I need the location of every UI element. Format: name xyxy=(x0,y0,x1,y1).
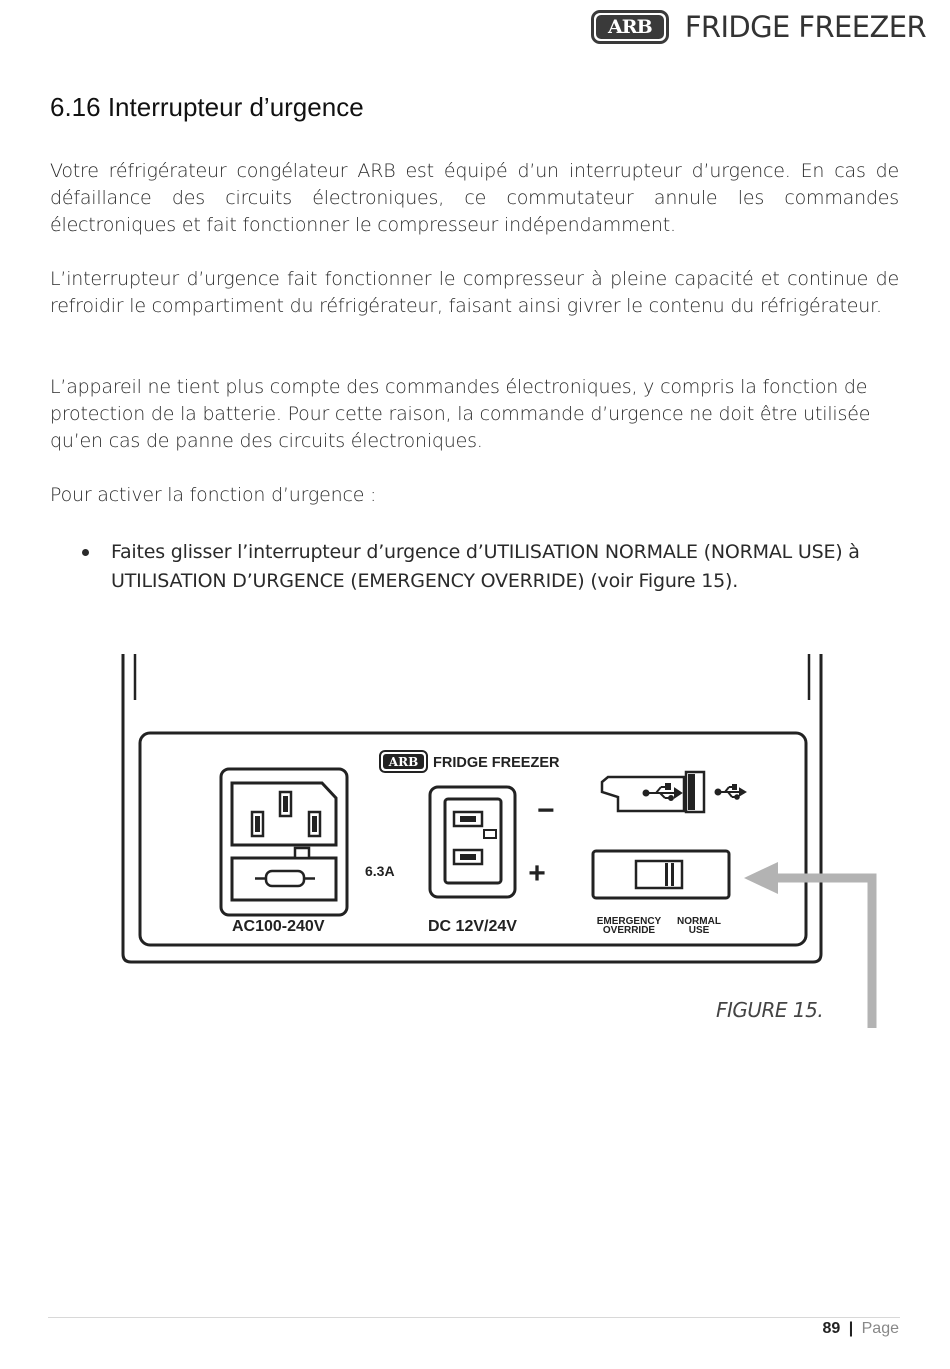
panel-title: FRIDGE FREEZER xyxy=(433,755,560,771)
paragraph-2: L’interrupteur d’urgence fait fonctionner le compresseur à pleine capacité et continue de refroidir le compartiment du réfrigérateur, faisant ainsi givrer le contenu du réfrigérateur. xyxy=(50,268,899,317)
figure-15-panel-illustration xyxy=(118,652,882,1042)
normal-use-label-line2: USE xyxy=(688,925,710,936)
page-label: Page xyxy=(861,1320,899,1337)
pointer-arrow-head-icon xyxy=(744,862,778,894)
bullet-icon xyxy=(82,549,89,556)
page-number: 89 xyxy=(822,1320,841,1337)
panel-diagram xyxy=(118,652,882,1042)
emergency-switch-slider xyxy=(636,861,682,888)
panel-logo-text: ARB xyxy=(388,755,419,769)
arb-logo xyxy=(591,10,669,44)
footer-separator: | xyxy=(848,1320,854,1337)
emergency-override-label-line2: OVERRIDE xyxy=(602,925,656,936)
header-title: FRIDGE FREEZER xyxy=(684,10,926,44)
ac-label: AC100-240V xyxy=(232,918,325,935)
fuse-icon xyxy=(266,871,304,886)
plus-icon: + xyxy=(528,857,546,890)
arb-logo-text: ARB xyxy=(596,15,664,39)
instruction-list xyxy=(82,538,899,596)
page-header xyxy=(591,6,926,48)
usb-icon-right xyxy=(716,785,746,799)
paragraph-4: Pour activer la fonction d’urgence : xyxy=(50,484,377,506)
usb-icon-left xyxy=(644,784,682,800)
page-footer xyxy=(822,1320,899,1338)
ac-pin-top-inner xyxy=(283,796,288,812)
list-item-text: Faites glisser l’interrupteur d’urgence d’UTILISATION NORMALE (NORMAL USE) à UTILISATION D’URGENCE (EMERGENCY OVERRIDE) (voir Figure 15). xyxy=(111,541,860,592)
minus-icon: − xyxy=(537,794,555,827)
ac-pin-right-inner xyxy=(312,816,317,832)
figure-caption: FIGURE 15. xyxy=(716,998,824,1022)
paragraph-3: L’appareil ne tient plus compte des commandes électroniques, y compris la fonction de protection de la batterie. Pour cette raison, la commande d’urgence ne doit être utilisée qu’en cas de panne des circuits électroniques. xyxy=(50,376,871,452)
fuse-rating: 6.3A xyxy=(365,863,395,879)
section-title: 6.16 Interrupteur d’urgence xyxy=(50,92,364,122)
dc-label: DC 12V/24V xyxy=(428,918,517,935)
normal-use-label-line1: NORMAL xyxy=(677,916,721,927)
ac-pin-left-inner xyxy=(255,816,260,832)
list-item xyxy=(82,538,899,596)
emergency-switch-housing xyxy=(593,851,729,898)
emergency-override-label-line1: EMERGENCY xyxy=(596,916,662,927)
paragraph-1: Votre réfrigérateur congélateur ARB est équipé d’un interrupteur d’urgence. En cas de défaillance des circuits électroniques, ce commutateur annule les commandes électroniques et fait fonctionner le compresseur indépendamment. xyxy=(50,160,899,236)
footer-divider xyxy=(48,1317,900,1318)
fuse-drawer xyxy=(232,858,336,900)
fuse-drawer-tab xyxy=(295,848,309,858)
